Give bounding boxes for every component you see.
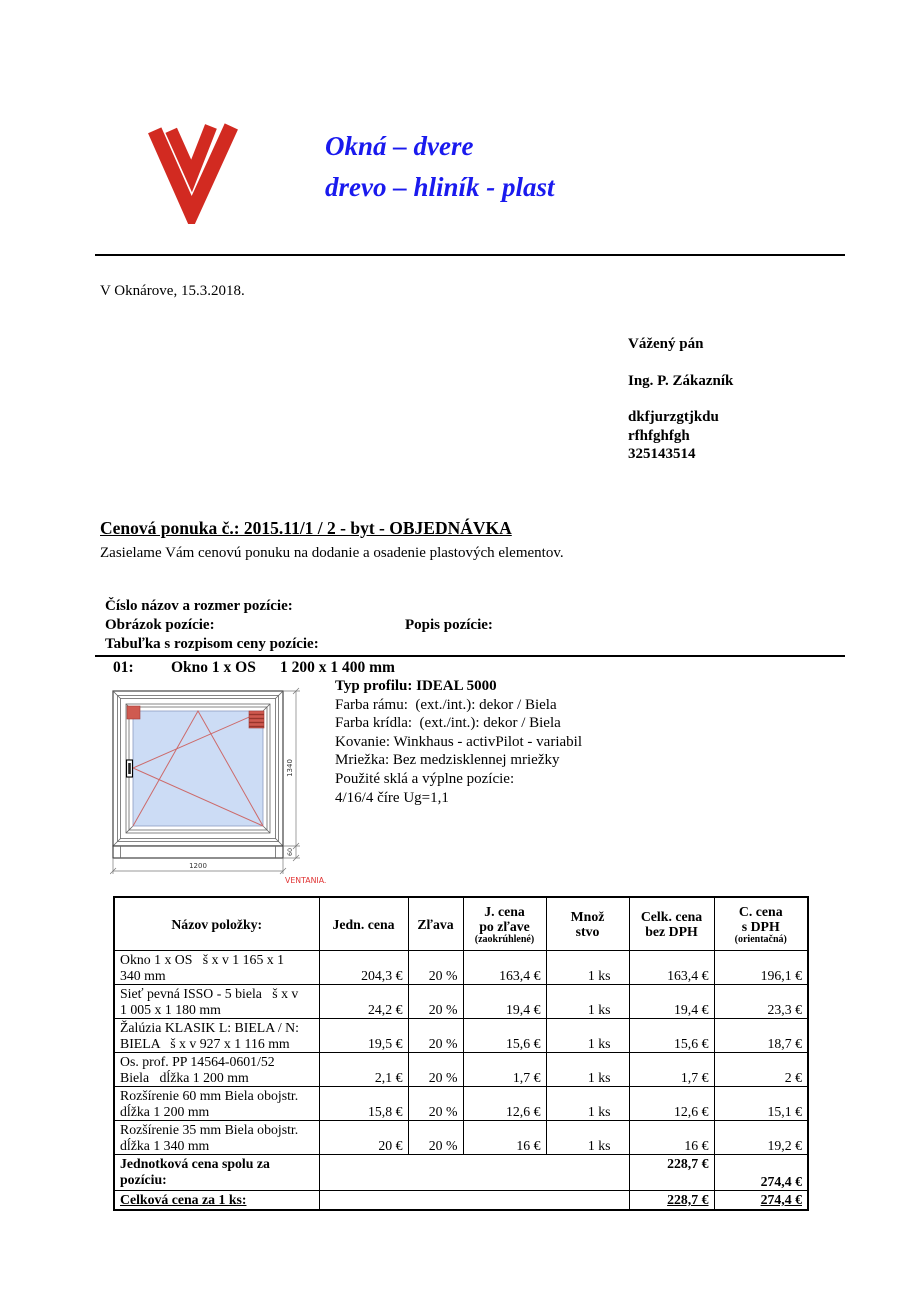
quantity-cell: 1 ks <box>546 1087 629 1121</box>
spec-line: Farba rámu: (ext./int.): dekor / Biela <box>335 696 557 713</box>
column-header-2: Zľava <box>408 897 463 951</box>
grand-total-label-cell: Celková cena za 1 ks: <box>114 1191 319 1210</box>
unit-total-gross-cell: 274,4 € <box>714 1155 808 1191</box>
item-row <box>114 1053 808 1087</box>
item-row <box>114 1087 808 1121</box>
position-specs <box>335 677 582 807</box>
quantity-cell: 1 ks <box>546 1053 629 1087</box>
spec-line: 4/16/4 číre Ug=1,1 <box>335 789 449 806</box>
sill-extension <box>113 846 283 858</box>
position-name: Okno 1 x OS <box>171 659 256 676</box>
company-logo-icon <box>145 122 242 224</box>
unit-price-cell: 204,3 € <box>319 951 408 985</box>
column-header-3: J. cena po zľave (zaokrúhlené) <box>463 897 546 951</box>
item-name-cell: Okno 1 x OS š x v 1 165 x 1 340 mm <box>114 951 319 985</box>
item-row <box>114 985 808 1019</box>
unit-price-cell: 2,1 € <box>319 1053 408 1087</box>
position-size: 1 200 x 1 400 mm <box>280 659 395 676</box>
window-glass <box>133 711 263 826</box>
grand-total-row <box>114 1191 808 1210</box>
offer-intro: Zasielame Vám cenovú ponuku na dodanie a osadenie plastových elementov. <box>100 545 564 561</box>
quantity-cell: 1 ks <box>546 951 629 985</box>
width-dimension <box>110 858 286 874</box>
total-net-cell: 12,6 € <box>629 1087 714 1121</box>
grand-total-gross-cell: 274,4 € <box>714 1191 808 1210</box>
drawing-watermark: VENTANIA. <box>285 876 327 885</box>
discount-cell: 20 % <box>408 985 463 1019</box>
discounted-price-cell: 163,4 € <box>463 951 546 985</box>
discount-cell: 20 % <box>408 1087 463 1121</box>
dateline: V Oknárove, 15.3.2018. <box>100 283 245 299</box>
quantity-cell: 1 ks <box>546 1121 629 1155</box>
label-position-table: Tabuľka s rozpisom ceny pozície: <box>105 636 319 652</box>
spec-line: Farba krídla: (ext./int.): dekor / Biela <box>335 715 561 732</box>
unit-price-cell: 20 € <box>319 1121 408 1155</box>
item-row <box>114 951 808 985</box>
price-table <box>113 896 809 1211</box>
quantity-cell: 1 ks <box>546 985 629 1019</box>
spec-line: Typ profilu: IDEAL 5000 <box>335 678 497 694</box>
salutation: Vážený pán <box>628 336 704 352</box>
item-row <box>114 1121 808 1155</box>
height-dimension <box>283 688 300 849</box>
total-net-cell: 163,4 € <box>629 951 714 985</box>
quantity-cell: 1 ks <box>546 1019 629 1053</box>
discounted-price-cell: 12,6 € <box>463 1087 546 1121</box>
price-table-head <box>114 897 808 951</box>
discounted-price-cell: 19,4 € <box>463 985 546 1019</box>
item-name-cell: Žalúzia KLASIK L: BIELA / N: BIELA š x v 927 x 1 116 mm <box>114 1019 319 1053</box>
price-table-body <box>114 951 808 1210</box>
spec-line: Mriežka: Bez medzisklennej mriežky <box>335 752 560 769</box>
window-handle-icon <box>127 760 133 777</box>
total-gross-cell: 19,2 € <box>714 1121 808 1155</box>
column-header-1: Jedn. cena <box>319 897 408 951</box>
discount-cell: 20 % <box>408 1121 463 1155</box>
total-gross-cell: 15,1 € <box>714 1087 808 1121</box>
recipient-name: Ing. P. Zákazník <box>628 373 734 389</box>
unit-total-net-cell: 228,7 € <box>629 1155 714 1191</box>
label-position-image: Obrázok pozície: <box>105 617 215 633</box>
height-dimension-label: 1340 <box>286 759 294 777</box>
column-header-4: Množ stvo <box>546 897 629 951</box>
total-net-cell: 19,4 € <box>629 985 714 1019</box>
grand-total-net-cell: 228,7 € <box>629 1191 714 1210</box>
width-dimension-label: 1200 <box>189 862 207 870</box>
discounted-price-cell: 15,6 € <box>463 1019 546 1053</box>
total-gross-cell: 18,7 € <box>714 1019 808 1053</box>
total-net-cell: 1,7 € <box>629 1053 714 1087</box>
spec-line: Použité sklá a výplne pozície: <box>335 770 515 787</box>
hinge-marker-left <box>127 706 140 719</box>
hinge-marker-right <box>249 711 264 728</box>
tagline-line2: drevo – hliník - plast <box>325 172 555 202</box>
item-name-cell: Os. prof. PP 14564-0601/52 Biela dĺžka 1 200 mm <box>114 1053 319 1087</box>
discounted-price-cell: 1,7 € <box>463 1053 546 1087</box>
section-divider <box>95 655 845 657</box>
item-name-cell: Rozšírenie 60 mm Biela obojstr. dĺžka 1 200 mm <box>114 1087 319 1121</box>
item-name-cell: Sieť pevná ISSO - 5 biela š x v 1 005 x 1 180 mm <box>114 985 319 1019</box>
tagline-line1: Okná – dvere <box>325 131 474 161</box>
discount-cell: 20 % <box>408 1053 463 1087</box>
item-name-cell: Rozšírenie 35 mm Biela obojstr. dĺžka 1 340 mm <box>114 1121 319 1155</box>
window-drawing <box>110 686 350 891</box>
discount-cell: 20 % <box>408 1019 463 1053</box>
sill-dimension <box>283 846 300 861</box>
recipient-address <box>628 408 719 464</box>
recipient-address-line: 325143514 <box>628 446 696 462</box>
total-gross-cell: 23,3 € <box>714 985 808 1019</box>
item-row <box>114 1019 808 1053</box>
empty-cell <box>319 1155 629 1191</box>
total-net-cell: 15,6 € <box>629 1019 714 1053</box>
column-header-0: Názov položky: <box>114 897 319 951</box>
spec-line: Kovanie: Winkhaus - activPilot - variabil <box>335 733 582 750</box>
offer-title: Cenová ponuka č.: 2015.11/1 / 2 - byt - OBJEDNÁVKA <box>100 518 512 538</box>
unit-price-cell: 19,5 € <box>319 1019 408 1053</box>
label-position-description: Popis pozície: <box>405 617 493 633</box>
column-header-note: (zaokrúhlené) <box>474 933 535 945</box>
column-header-6: C. cena s DPH (orientačná) <box>714 897 808 951</box>
discounted-price-cell: 16 € <box>463 1121 546 1155</box>
empty-cell <box>319 1191 629 1210</box>
column-header-note: (orientačná) <box>734 933 787 945</box>
company-tagline <box>325 126 555 208</box>
unit-total-row <box>114 1155 808 1191</box>
sill-dimension-label: 60 <box>287 847 294 857</box>
discount-cell: 20 % <box>408 951 463 985</box>
unit-total-label-cell: Jednotková cena spolu za pozíciu: <box>114 1155 319 1191</box>
table-header-row <box>114 897 808 951</box>
unit-price-cell: 15,8 € <box>319 1087 408 1121</box>
label-position-number: Číslo názov a rozmer pozície: <box>105 598 293 614</box>
total-net-cell: 16 € <box>629 1121 714 1155</box>
header-divider <box>95 254 845 256</box>
recipient-address-line: dkfjurzgtjkdu <box>628 409 719 425</box>
column-header-5: Celk. cena bez DPH <box>629 897 714 951</box>
unit-price-cell: 24,2 € <box>319 985 408 1019</box>
recipient-address-line: rfhfghfgh <box>628 427 690 444</box>
total-gross-cell: 2 € <box>714 1053 808 1087</box>
position-number: 01: <box>113 659 134 676</box>
total-gross-cell: 196,1 € <box>714 951 808 985</box>
